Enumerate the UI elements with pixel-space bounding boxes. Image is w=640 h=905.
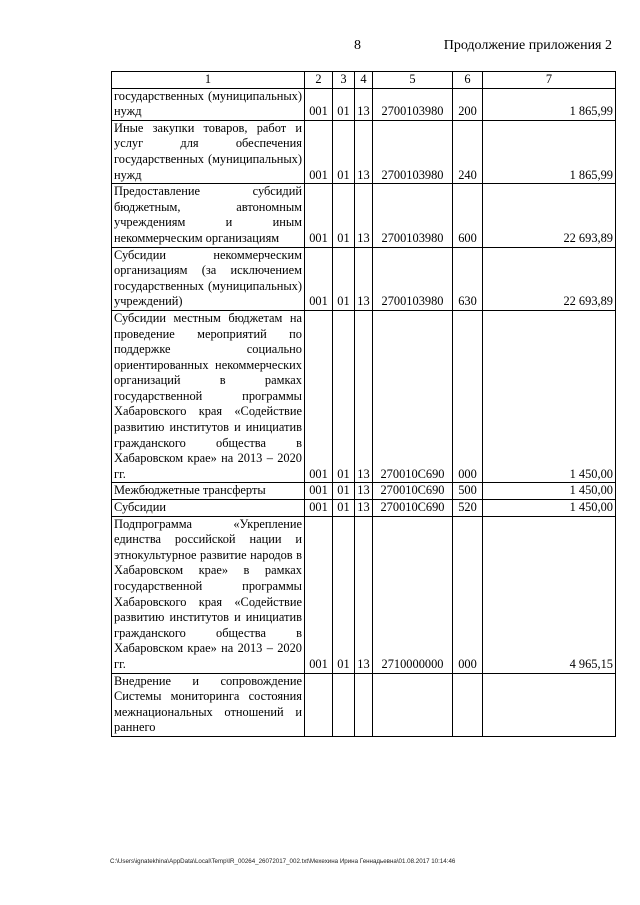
amount: 1 450,00 (483, 310, 616, 483)
subsection-code: 13 (355, 120, 373, 183)
target-article-code: 2710000000 (373, 516, 453, 673)
subsection-code: 13 (355, 500, 373, 517)
expense-type-code: 000 (453, 310, 483, 483)
amount: 1 865,99 (483, 88, 616, 120)
admin-code: 001 (305, 310, 333, 483)
amount: 1 450,00 (483, 483, 616, 500)
expense-type-code: 000 (453, 516, 483, 673)
target-article-code: 2700103980 (373, 120, 453, 183)
admin-code: 001 (305, 120, 333, 183)
row-name: Межбюджетные трансферты (112, 483, 305, 500)
column-header: 6 (453, 72, 483, 89)
column-header: 2 (305, 72, 333, 89)
page-number: 8 (354, 38, 361, 53)
row-name: Субсидии (112, 500, 305, 517)
expense-type-code (453, 673, 483, 736)
table-row (112, 673, 616, 736)
table-row (112, 310, 616, 483)
subsection-code: 13 (355, 247, 373, 310)
table-row (112, 516, 616, 673)
target-article-code: 2700103980 (373, 184, 453, 247)
admin-code: 001 (305, 516, 333, 673)
amount: 4 965,15 (483, 516, 616, 673)
table-row (112, 483, 616, 500)
footer-path: C:\Users\ignatekhina\AppData\Local\Temp\IR_00264_26072017_002.txt\Мехехина Ирина Геннадьевна\01.08.2017 10:14:46 (110, 858, 456, 865)
target-article-code: 270010С690 (373, 500, 453, 517)
admin-code: 001 (305, 88, 333, 120)
row-name: Подпрограмма «Укрепление единства российской нации и этнокультурное развитие народов в Хабаровском крае» в рамках государственной программы Хабаровского края «Содействие развитию институтов и инициатив гражданского общества в Хабаровском крае» на 2013 – 2020 гг. (112, 516, 305, 673)
row-name: Предоставление субсидий бюджетным, автономным учреждениям и иным некоммерческим организациям (112, 184, 305, 247)
admin-code: 001 (305, 247, 333, 310)
admin-code (305, 673, 333, 736)
continuation-note: Продолжение приложения 2 (443, 38, 612, 53)
amount: 1 450,00 (483, 500, 616, 517)
subsection-code: 13 (355, 88, 373, 120)
amount: 1 865,99 (483, 120, 616, 183)
column-header: 3 (333, 72, 355, 89)
column-header: 1 (112, 72, 305, 89)
section-code: 01 (333, 88, 355, 120)
expense-type-code: 240 (453, 120, 483, 183)
row-name: Внедрение и сопровождение Системы мониторинга состояния межнациональных отношений и раннего (112, 673, 305, 736)
subsection-code: 13 (355, 516, 373, 673)
section-code: 01 (333, 500, 355, 517)
table-row (112, 120, 616, 183)
column-header: 5 (373, 72, 453, 89)
subsection-code: 13 (355, 310, 373, 483)
amount (483, 673, 616, 736)
expense-type-code: 520 (453, 500, 483, 517)
target-article-code (373, 673, 453, 736)
row-name: государственных (муниципальных) нужд (112, 88, 305, 120)
table-row (112, 247, 616, 310)
admin-code: 001 (305, 500, 333, 517)
expense-type-code: 600 (453, 184, 483, 247)
subsection-code: 13 (355, 184, 373, 247)
target-article-code: 270010С690 (373, 310, 453, 483)
expense-type-code: 630 (453, 247, 483, 310)
subsection-code (355, 673, 373, 736)
target-article-code: 2700103980 (373, 88, 453, 120)
section-code: 01 (333, 483, 355, 500)
column-header: 4 (355, 72, 373, 89)
table-row (112, 88, 616, 120)
table-row (112, 500, 616, 517)
row-name: Субсидии местным бюджетам на проведение мероприятий по поддержке социально ориентированных некоммерческих организаций в рамках государственной программы Хабаровского края «Содействие развитию институтов и инициатив гражданского общества в Хабаровском крае» на 2013 – 2020 гг. (112, 310, 305, 483)
admin-code: 001 (305, 184, 333, 247)
expense-type-code: 500 (453, 483, 483, 500)
budget-table (111, 71, 616, 737)
section-code: 01 (333, 184, 355, 247)
section-code: 01 (333, 120, 355, 183)
amount: 22 693,89 (483, 184, 616, 247)
amount: 22 693,89 (483, 247, 616, 310)
expense-type-code: 200 (453, 88, 483, 120)
admin-code: 001 (305, 483, 333, 500)
target-article-code: 2700103980 (373, 247, 453, 310)
section-code (333, 673, 355, 736)
section-code: 01 (333, 247, 355, 310)
table-row (112, 184, 616, 247)
row-name: Субсидии некоммерческим организациям (за исключением государственных (муниципальных) учреждений) (112, 247, 305, 310)
section-code: 01 (333, 516, 355, 673)
subsection-code: 13 (355, 483, 373, 500)
row-name: Иные закупки товаров, работ и услуг для обеспечения государственных (муниципальных) нужд (112, 120, 305, 183)
target-article-code: 270010С690 (373, 483, 453, 500)
column-header: 7 (483, 72, 616, 89)
section-code: 01 (333, 310, 355, 483)
table-header-row (112, 72, 616, 89)
